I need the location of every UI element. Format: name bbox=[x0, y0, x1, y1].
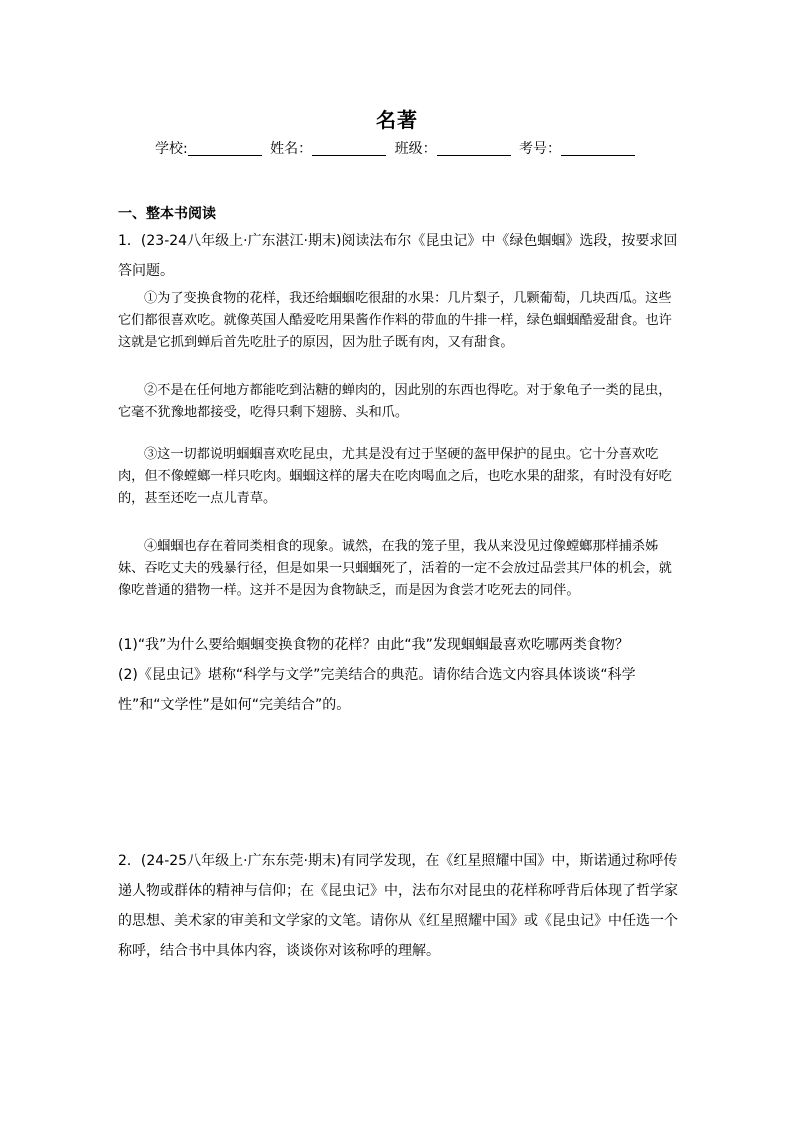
name-label: 姓名： bbox=[270, 141, 313, 157]
subquestion-2: (2)《昆虫记》堪称“科学与文学”完美结合的典范。请你结合选文内容具体谈谈“科学性”和“文学性”是如何“完美结合”的。 bbox=[118, 667, 636, 713]
question-2-stem: 有同学发现，在《红星照耀中国》中，斯诺通过称呼传递人物或群体的精神与信仰；在《昆虫记》中，法布尔对昆虫的花样称呼背后体现了哲学家的思想、美术家的审美和文学家的文笔。请你从《红星照耀中国》或《昆虫记》中任选一个称呼，结合书中具体内容，谈谈你对该称呼的理解。 bbox=[118, 853, 678, 959]
name-blank[interactable] bbox=[312, 141, 386, 156]
question-2 bbox=[118, 846, 678, 966]
question-1-source: (23-24八年级上·广东湛江·期末) bbox=[140, 233, 342, 249]
passage-paragraph-3 bbox=[118, 444, 678, 510]
passage-paragraph-3-text: ③这一切都说明蝈蝈喜欢吃昆虫，尤其是没有过于坚硬的盔甲保护的昆虫。它十分喜欢吃肉，但不像螳螂一样只吃肉。蝈蝈这样的屠夫在吃肉喝血之后，也吃水果的甜浆，有时没有好吃的，甚至还吃一点儿青草。 bbox=[118, 447, 672, 506]
passage-paragraph-4 bbox=[118, 536, 678, 602]
question-1-number: 1． bbox=[118, 233, 141, 249]
question-2-source: (24-25八年级上·广东东莞·期末) bbox=[140, 853, 342, 869]
class-blank[interactable] bbox=[437, 141, 511, 156]
school-label: 学校: bbox=[154, 141, 188, 157]
passage-paragraph-1-text: ①为了变换食物的花样，我还给蝈蝈吃很甜的水果：几片梨子，几颗葡萄，几块西瓜。这些它们都很喜欢吃。就像英国人酷爱吃用果酱作作料的带血的牛排一样，绿色蝈蝈酷爱甜食。也许这就是它抓到蝉后首先吃肚子的原因，因为肚子既有肉，又有甜食。 bbox=[118, 291, 672, 350]
question-2-number: 2． bbox=[118, 853, 141, 869]
question-1-stem: 阅读法布尔《昆虫记》中《绿色蝈蝈》选段，按要求回答问题。 bbox=[118, 233, 678, 279]
exam-number-label: 考号： bbox=[519, 141, 562, 157]
subquestion-1: (1)“我”为什么要给蝈蝈变换食物的花样？由此“我”发现蝈蝈最喜欢吃哪两类食物？ bbox=[118, 637, 629, 653]
page-title: 名著 bbox=[376, 108, 418, 132]
class-label: 班级： bbox=[394, 141, 437, 157]
passage-paragraph-1 bbox=[118, 288, 678, 354]
passage-paragraph-2-text: ②不是在任何地方都能吃到沾糖的蝉肉的，因此别的东西也得吃。对于象龟子一类的昆虫，它毫不犹豫地都接受，吃得只剩下翅膀、头和爪。 bbox=[118, 383, 672, 420]
school-blank[interactable] bbox=[188, 141, 262, 156]
passage-paragraph-2 bbox=[118, 380, 678, 424]
student-info-row bbox=[0, 138, 794, 158]
passage-paragraph-4-text: ④蝈蝈也存在着同类相食的现象。诚然，在我的笼子里，我从来没见过像螳螂那样捕杀姊妹、吞吃丈夫的残暴行径，但是如果一只蝈蝈死了，活着的一定不会放过品尝其尸体的机会，就像吃普通的猎物一样。这并不是因为食物缺乏，而是因为食尝才吃死去的同伴。 bbox=[118, 539, 672, 598]
exam-number-blank[interactable] bbox=[561, 141, 635, 156]
question-1 bbox=[118, 226, 678, 286]
section-heading: 一、整本书阅读 bbox=[118, 206, 216, 222]
